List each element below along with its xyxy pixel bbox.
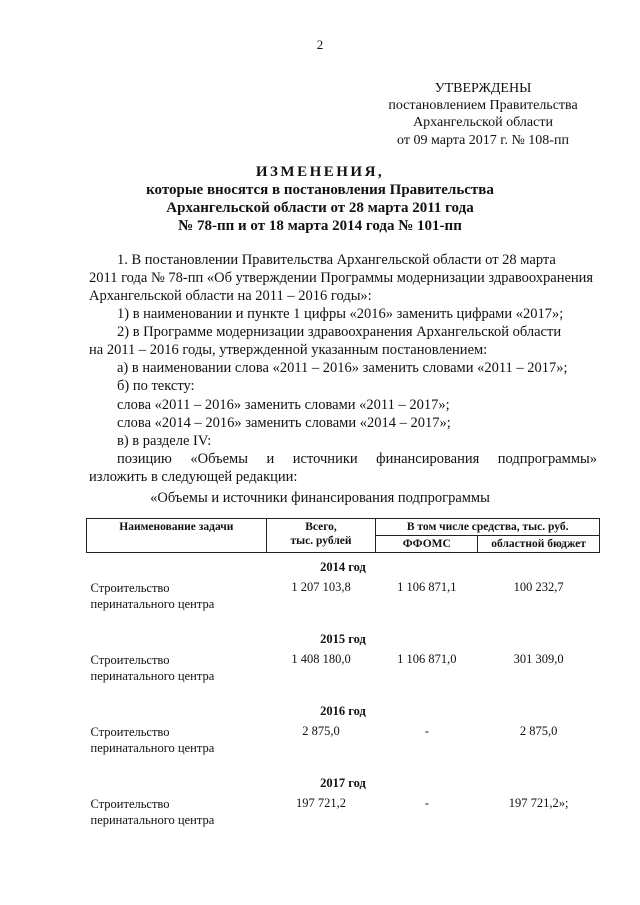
header-regional: областной бюджет xyxy=(478,536,600,553)
total-cell: 2 875,0 xyxy=(302,724,340,738)
task-cell xyxy=(87,652,267,684)
regional-cell: 100 232,7 xyxy=(513,580,564,594)
regional-cell: 2 875,0 xyxy=(519,724,558,738)
task-line-2: перинатального центра xyxy=(90,741,215,755)
body-p6: слова «2011 – 2016» заменить словами «2011 – 2017»; xyxy=(117,397,450,413)
ffoms-cell: - xyxy=(424,796,429,810)
table-caption: «Объемы и источники финансирования подпрограммы xyxy=(150,490,490,506)
approval-line-4: от 09 марта 2017 г. № 108-пп xyxy=(397,133,569,148)
amendments-subtitle-1: которые вносятся в постановления Правительства xyxy=(146,182,494,198)
table-row xyxy=(87,652,600,684)
task-line-2: перинатального центра xyxy=(90,813,215,827)
regional-cell: 197 721,2»; xyxy=(508,796,569,810)
table-row xyxy=(87,580,600,612)
body-p1-line-3: Архангельской области на 2011 – 2016 годы»: xyxy=(89,288,372,304)
amendments-subtitle-3: № 78-пп и от 18 марта 2014 года № 101-пп xyxy=(178,218,462,234)
task-line-1: Строительство xyxy=(90,653,170,667)
task-line-2: перинатального центра xyxy=(90,597,215,611)
amendments-subtitle-2: Архангельской области от 28 марта 2011 года xyxy=(166,200,474,216)
body-p2: 1) в наименовании и пункте 1 цифры «2016» заменить цифрами «2017»; xyxy=(117,306,564,322)
header-total xyxy=(266,519,376,553)
header-total-line-2: тыс. рублей xyxy=(290,535,352,547)
approval-line-3: Архангельской области xyxy=(413,115,553,130)
header-total-line-1: Всего, xyxy=(305,521,337,533)
task-line-2: перинатального центра xyxy=(90,669,215,683)
body-p9-line-2: изложить в следующей редакции: xyxy=(89,469,298,485)
ffoms-cell: 1 106 871,1 xyxy=(397,580,457,594)
body-p3-line-2: на 2011 – 2016 годы, утвержденной указанным постановлением: xyxy=(89,342,488,358)
year-row-2015: 2015 год xyxy=(320,632,366,646)
task-line-1: Строительство xyxy=(90,581,170,595)
body-p3-line-1: 2) в Программе модернизации здравоохранения Архангельской области xyxy=(117,324,562,340)
year-row-2016: 2016 год xyxy=(320,704,366,718)
task-line-1: Строительство xyxy=(90,797,170,811)
page-number: 2 xyxy=(316,37,324,52)
header-ffoms: ФФОМС xyxy=(376,536,478,553)
regional-cell: 301 309,0 xyxy=(513,652,564,666)
task-cell xyxy=(87,796,267,828)
ffoms-cell: - xyxy=(424,724,429,738)
year-row-2014: 2014 год xyxy=(320,560,366,574)
total-cell: 1 408 180,0 xyxy=(291,652,351,666)
approval-line-2: постановлением Правительства xyxy=(388,98,578,113)
total-cell: 1 207 103,8 xyxy=(291,580,351,594)
year-row-2017: 2017 год xyxy=(320,776,366,790)
body-p5: б) по тексту: xyxy=(117,378,195,394)
header-including: В том числе средства, тыс. руб. xyxy=(376,519,600,536)
table-row xyxy=(87,724,600,756)
body-p4: а) в наименовании слова «2011 – 2016» заменить словами «2011 – 2017»; xyxy=(117,360,568,376)
body-p8: в) в разделе IV: xyxy=(117,433,212,449)
task-cell xyxy=(87,580,267,612)
task-cell xyxy=(87,724,267,756)
body-p7: слова «2014 – 2016» заменить словами «2014 – 2017»; xyxy=(117,415,451,431)
table-row xyxy=(87,796,600,828)
amendments-heading: ИЗМЕНЕНИЯ, xyxy=(255,164,385,180)
funding-table xyxy=(86,518,600,828)
body-p1-line-2: 2011 года № 78-пп «Об утверждении Программы модернизации здравоохранения xyxy=(89,270,594,286)
total-cell: 197 721,2 xyxy=(296,796,347,810)
body-p9-line-1: позицию «Объемы и источники финансирования подпрограммы» xyxy=(117,451,597,467)
approval-line-1: УТВЕРЖДЕНЫ xyxy=(434,81,532,96)
task-line-1: Строительство xyxy=(90,725,170,739)
ffoms-cell: 1 106 871,0 xyxy=(397,652,457,666)
header-task: Наименование задачи xyxy=(87,519,267,553)
body-p1-line-1: 1. В постановлении Правительства Архангельской области от 28 марта xyxy=(117,252,556,268)
